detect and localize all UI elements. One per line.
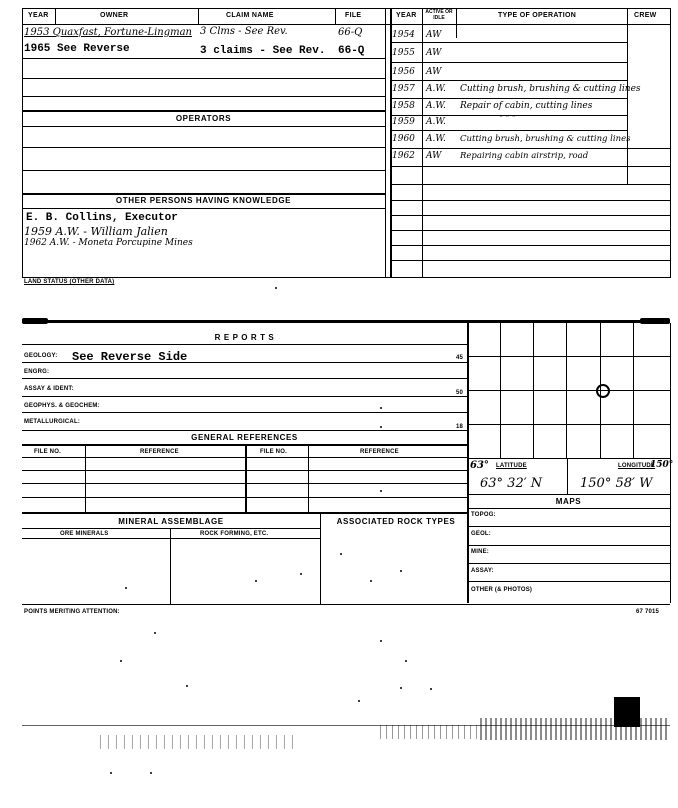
type-of-operation-header: TYPE OF OPERATION — [498, 12, 577, 19]
location-circle-marker — [596, 384, 610, 398]
reports-num-b: 50 — [456, 390, 464, 396]
op-year-1956: 1956 — [392, 67, 415, 77]
reports-title: R E P O R T S — [214, 333, 275, 342]
general-references-title: GENERAL REFERENCES — [191, 433, 298, 442]
op-type-1960: Cutting brush, brushing & cutting lines — [460, 134, 631, 144]
owner-header: OWNER — [100, 12, 129, 19]
active-idle-header: ACTIVE OR IDLE — [425, 9, 453, 21]
latitude-label: LATITUDE — [496, 463, 527, 469]
other-persons-line2: 1962 A.W. - Moneta Porcupine Mines — [24, 238, 193, 248]
geology-value: See Reverse Side — [72, 350, 188, 364]
claim-1965: 3 claims - See Rev. — [200, 45, 326, 57]
op-year-1962: 1962 — [392, 151, 415, 161]
reports-num-a: 45 — [456, 355, 464, 361]
year-header: YEAR — [28, 12, 49, 19]
form-number: 67 7015 — [636, 609, 660, 615]
file-header: FILE — [345, 12, 362, 19]
op-active-1960: A.W. — [426, 134, 446, 144]
other-photos-label: OTHER (& PHOTOS) — [471, 587, 533, 593]
file-1953: 66-Q — [338, 27, 363, 38]
other-persons-title: OTHER PERSONS HAVING KNOWLEDGE — [115, 196, 292, 205]
rock-forming-header: ROCK FORMING, ETC. — [200, 531, 269, 537]
op-type-1957: Cutting brush, brushing & cutting lines — [460, 84, 641, 94]
geol-label: GEOL: — [471, 531, 491, 537]
mine-label: MINE: — [471, 549, 489, 555]
claim-1953: 3 Clms - See Rev. — [200, 26, 288, 37]
op-type-1962: Repairing cabin airstrip, road — [460, 151, 589, 161]
maps-title: MAPS — [555, 497, 582, 506]
points-meriting-attention-label: POINTS MERITING ATTENTION: — [24, 609, 120, 615]
reference-header: REFERENCE — [140, 449, 179, 455]
geology-label: GEOLOGY: — [24, 353, 58, 359]
associated-rock-types-header: ASSOCIATED ROCK TYPES — [336, 517, 456, 526]
file-no2-header: FILE NO. — [260, 449, 287, 455]
year2-header: YEAR — [396, 12, 417, 19]
engrg-label: ENGRG: — [24, 369, 50, 375]
long-suffix: 150° — [650, 460, 674, 470]
operators-title: OPERATORS — [175, 114, 232, 123]
longitude-value: 150° 58′ W — [580, 476, 653, 491]
op-year-1957: 1957 — [392, 84, 415, 94]
op-active-1956: AW — [426, 67, 442, 77]
claim-name-header: CLAIM NAME — [226, 12, 274, 19]
op-type-1959: ″ ″ ″ — [500, 115, 516, 125]
op-active-1957: A.W. — [426, 84, 446, 94]
latitude-value: 63° 32′ N — [480, 476, 543, 491]
geophys-label: GEOPHYS. & GEOCHEM: — [24, 403, 100, 409]
crew-header: CREW — [634, 12, 657, 19]
lat-prefix: 63° — [470, 460, 489, 471]
op-year-1955: 1955 — [392, 48, 415, 58]
owner-1953: 1953 Quaxfast, Fortune-Lingman — [24, 27, 192, 38]
reference2-header: REFERENCE — [360, 449, 399, 455]
file-1965: 66-Q — [338, 45, 365, 57]
ore-minerals-header: ORE MINERALS — [60, 531, 109, 537]
longitude-label: LONGITUDE — [618, 463, 656, 469]
topog-label: TOPOG: — [471, 512, 496, 518]
owner-1965: 1965 See Reverse — [24, 43, 130, 55]
assay-map-label: ASSAY: — [471, 568, 494, 574]
mineral-assemblage-title: MINERAL ASSEMBLAGE — [118, 517, 224, 526]
op-year-1960: 1960 — [392, 134, 415, 144]
assay-ident-label: ASSAY & IDENT: — [24, 386, 74, 392]
file-no-header: FILE NO. — [34, 449, 61, 455]
op-active-1958: A.W. — [426, 101, 446, 111]
op-active-1954: AW — [426, 30, 442, 40]
op-year-1959: 1959 — [392, 117, 415, 127]
op-active-1959: A.W. — [426, 117, 446, 127]
land-status-label: LAND STATUS (OTHER DATA) — [24, 279, 115, 285]
op-year-1954: 1954 — [392, 30, 415, 40]
op-year-1958: 1958 — [392, 101, 415, 111]
other-persons-line1: 1959 A.W. - William Jalien — [24, 225, 168, 238]
op-active-1955: AW — [426, 48, 442, 58]
op-type-1958: Repair of cabin, cutting lines — [460, 101, 593, 111]
other-persons-typed: E. B. Collins, Executor — [26, 212, 178, 224]
reports-num-c: 18 — [456, 424, 464, 430]
op-active-1962: AW — [426, 151, 442, 161]
metallurgical-label: METALLURGICAL: — [24, 419, 81, 425]
